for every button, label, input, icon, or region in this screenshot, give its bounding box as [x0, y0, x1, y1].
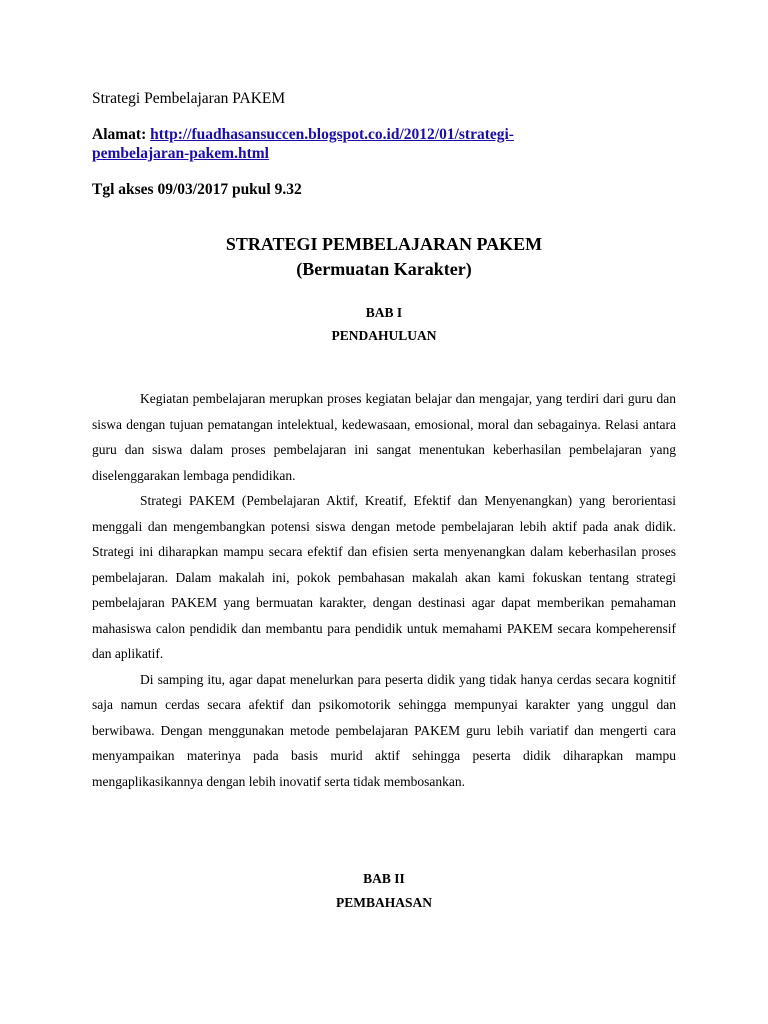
- source-address: [92, 125, 592, 163]
- document-subtitle: (Bermuatan Karakter): [296, 259, 472, 279]
- chapter-1-label: BAB I: [365, 305, 403, 320]
- address-label: Alamat:: [92, 126, 147, 143]
- paragraph: Strategi PAKEM (Pembelajaran Aktif, Kreatif, Efektif dan Menyenangkan) yang berorientasi menggali dan mengembangkan potensi siswa dengan metode pembelajaran lebih aktif pada anak didik. Strategi ini diharapkan mampu secara efektif dan efisien serta menyenangkan dalam keberhasilan proses pembelajaran. Dalam makalah ini, pokok pembahasan makalah akan kami fokuskan tentang strategi pembelajaran PAKEM yang bermuatan karakter, dengan destinasi agar dapat memberikan pemahaman mahasiswa calon pendidik dan membantu para pendidik untuk memahami PAKEM secara kompeherensif dan aplikatif.: [92, 493, 676, 661]
- document-title: STRATEGI PEMBELAJARAN PAKEM: [225, 234, 543, 254]
- chapter-1-title: PENDAHULUAN: [331, 328, 437, 343]
- chapter-2-title: PEMBAHASAN: [335, 895, 432, 910]
- chapter-1-body: [92, 386, 676, 794]
- chapter-2-label: BAB II: [363, 871, 405, 886]
- paragraph: Kegiatan pembelajaran merupkan proses kegiatan belajar dan mengajar, yang terdiri dari guru dan siswa dengan tujuan pematangan intelektual, kedewasaan, emosional, moral dan sebagainya. Relasi antara guru dan siswa dalam proses pembelajaran ini sangat menentukan keberhasilan pembelajaran yang diselenggarakan lembaga pendidikan.: [92, 391, 676, 483]
- paragraph: Di samping itu, agar dapat menelurkan para peserta didik yang tidak hanya cerdas secara kognitif saja namun cerdas secara afektif dan psikomotorik sehingga mempunyai karakter yang unggul dan berwibawa. Dengan menggunakan metode pembelajaran PAKEM guru lebih variatif dan mengerti cara menyampaikan materinya pada basis murid aktif sehingga peserta didik diharapkan mampu mengaplikasikannya dengan lebih inovatif serta tidak membosankan.: [92, 671, 676, 789]
- source-title: Strategi Pembelajaran PAKEM: [92, 90, 286, 107]
- access-date: Tgl akses 09/03/2017 pukul 9.32: [92, 181, 302, 198]
- source-url-link[interactable]: http://fuadhasansuccen.blogspot.co.id/2012/01/strategi-pembelajaran-pakem.html: [92, 126, 514, 162]
